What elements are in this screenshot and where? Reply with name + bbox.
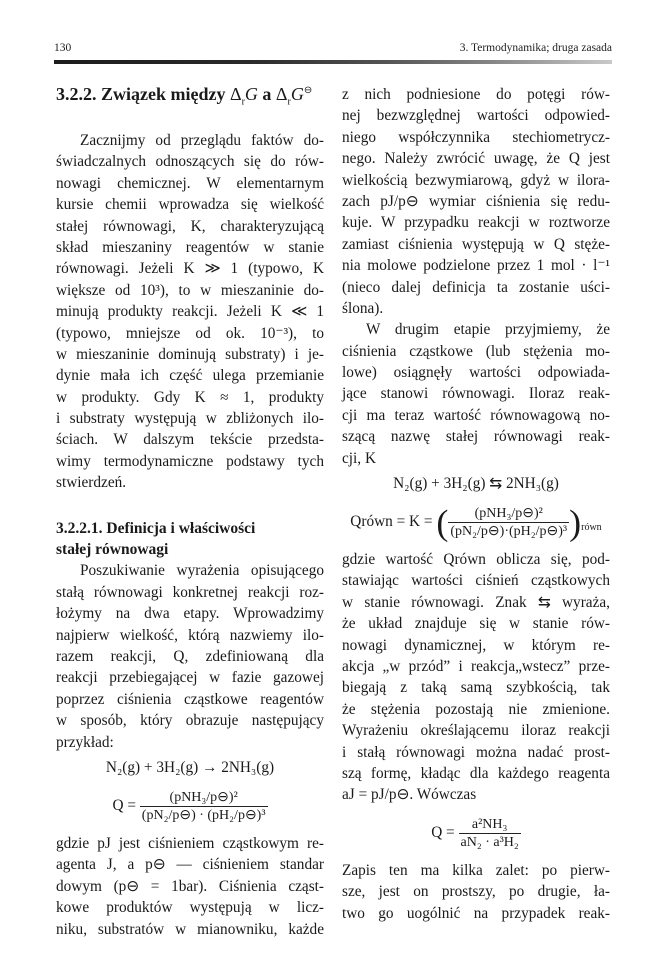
subsection-heading: 3.2.2.1. Definicja i właściwości stałej równowagi [56, 519, 256, 559]
left-column [56, 82, 324, 940]
after-equation-paragraph: gdzie pJ jest ciśnieniem cząstkowym re- agenta J, a p⊖ — ciśnieniem standar dowym (p⊖ = 1bar). Ciśnienia cząst- kowe produktów występują w licz- niku, substratów w mianowniku, każde [56, 834, 324, 938]
equilibrium-paragraph: gdzie wartość Qrówn oblicza się, pod- stawiając wartości ciśnień cząstkowych w stanie równowagi. Znak ⇆ wyraża, że układ znajduje się w stanie rów- nowagi dynamicznej, w którym re- akcja „w przód” i reakcja„wstecz” prze- biegają z taką samą szybkością, tak że stężenia pozostają nie zmienione. Wyrażeniu określającemu iloraz reakcji i stałą równowagi można nadać prost- szą formę, kładąc dla każdego reagenta aJ = pJ/p⊖. Wówczas [342, 551, 610, 804]
intro-paragraph: Zacznijmy od przeglądu faktów do- świadczalnych odnoszących się do rów- nowagi chemicznej. W elementarnym kursie chemii wprowadza się wielkość stałej równowagi, K, charakteryzującą skład mieszaniny reagentów w stanie równowagi. Jeżeli K ≫ 1 (typowo, K większe od 10³), to w mieszaninie do- minują produkty reakcji. Jeżeli K ≪ 1 (typowo, mniejsze od ok. 10⁻³), to w mieszaninie dominują substraty) i je- dynie mała ich część ulega przemianie w produkty. Gdy K ≈ 1, produkty i substraty występują w zbliżonych ilo- ściach. W dalszym tekście przedsta- wimy termodynamiczne podstawy tych stwierdzeń. [56, 132, 324, 492]
equilibrium-reaction-equation: N₂(g) + 3H₂(g) ⇆ 2NH₃(g) [393, 475, 559, 493]
page-number: 130 [54, 42, 72, 54]
header-rule [54, 60, 612, 64]
chapter-title: 3. Termodynamika; druga zasada [459, 42, 612, 54]
advantages-paragraph: Zapis ten ma kilka zalet: po pierw- sze, jest on prostszy, po drugie, ła- two go uogólnić na przypadek reak- [342, 861, 610, 922]
activity-quotient-equation: Q = $\frac{\text{a²NH₃}}{\text{aN₂ · a³H₂}}$ [431, 816, 519, 850]
equilibrium-constant-equation: Qrówn = K = ( $\frac{\text{(pNH₃/p⊖)²}}{\text{(pN₂/p⊖)·(pH₂/p⊖)³}}$ )$_{równ}$ [350, 502, 602, 543]
running-head [54, 42, 612, 58]
continuation-paragraph: z nich podniesione do potęgi rów- nej bezwzględnej wartości odpowied- niego współczynnika stechiometrycz- nego. Należy zwrócić uwagę, że Q jest wielkością bezwymiarową, gdyż w ilora- zach pJ/p⊖ wymiar ciśnienia się redu- kuje. W przypadku reakcji w roztworze zamiast ciśnienia występują w Q stęże- nia molowe podzielone przez 1 mol · l⁻¹ (nieco dalej definicja ta zostanie uści- ślona). [342, 86, 610, 317]
reaction-equation: N₂(g) + 3H₂(g) → 2NH₃(g) [105, 758, 275, 776]
section-heading: 3.2.2. Związek między $\Delta_rG$ a $\Delta_rG^⊖$ [56, 84, 313, 108]
second-stage-paragraph: W drugim etapie przyjmiemy, że ciśnienia cząstkowe (lub stężenia mo- lowe) osiągnęły wartości odpowiada- jące stanowi równowagi. Iloraz reak- cji ma teraz wartość równowagową no- szącą nazwę stałej równowagi reak- cji, K [342, 321, 610, 467]
right-column [342, 84, 610, 924]
reaction-quotient-equation: Q = $\frac{\text{(pNH₃/p⊖)²}}{\text{(pN₂/p⊖) · (pH₂/p⊖)³}}$ [112, 789, 266, 823]
definition-paragraph: Poszukiwanie wyrażenia opisującego stałą równowagi konkretnej reakcji roz- łożymy na dwa etapy. Wprowadzimy najpierw wielkość, którą nazwiemy ilo- razem reakcji, Q, zdefiniowaną dla reakcji przebiegającej w fazie gazowej poprzez ciśnienia cząstkowe reagentów w sposób, który obrazuje następujący przykład: [56, 562, 324, 751]
